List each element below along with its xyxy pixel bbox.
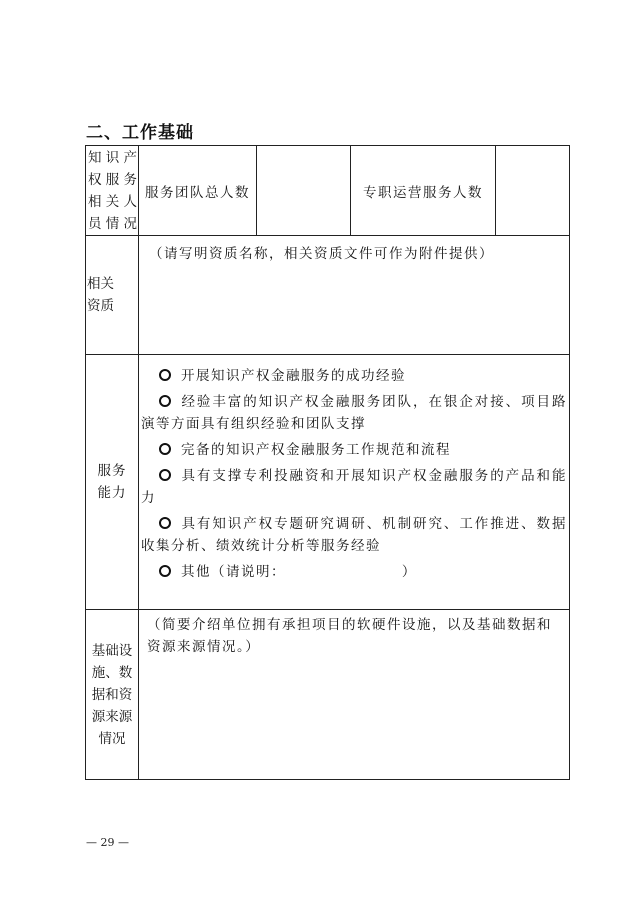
capability-option[interactable] <box>141 513 567 557</box>
qualification-row-label <box>86 236 139 355</box>
page-number: — 29 — <box>86 836 129 849</box>
infrastructure-input-cell[interactable] <box>139 610 570 780</box>
infrastructure-row <box>86 610 570 780</box>
capability-option-text: 具有支撑专利投融资和开展知识产权金融服务的产品和能力 <box>141 468 567 506</box>
capability-row-label <box>86 355 139 610</box>
label-line: 能力 <box>97 485 127 501</box>
capability-option[interactable] <box>141 561 567 583</box>
label-line: 相关人 <box>88 194 137 210</box>
staff-row-label <box>86 146 139 236</box>
bullet-circle-icon <box>159 517 171 529</box>
dedicated-staff-value-cell[interactable] <box>496 146 570 236</box>
capability-option-text: 经验丰富的知识产权金融服务团队，在银企对接、项目路演等方面具有组织经验和团队支撑 <box>141 394 567 432</box>
qualification-note: （请写明资质名称，相关资质文件可作为附件提供） <box>149 246 494 262</box>
label-line: 源来源 <box>91 708 133 725</box>
staff-row <box>86 146 570 236</box>
bullet-circle-icon <box>159 565 171 577</box>
bullet-circle-icon <box>159 469 171 481</box>
dedicated-staff-label: 专职运营服务人数 <box>351 146 496 236</box>
team-total-label: 服务团队总人数 <box>139 146 257 236</box>
label-line: 资质 <box>87 298 114 314</box>
capability-options-cell <box>139 355 570 610</box>
bullet-circle-icon <box>159 369 171 381</box>
section-title: 二、工作基础 <box>86 123 194 143</box>
capability-option-text: 具有知识产权专题研究调研、机制研究、工作推进、数据收集分析、绩效统计分析等服务经验 <box>141 516 567 554</box>
infrastructure-note: （简要介绍单位拥有承担项目的软硬件设施，以及基础数据和资源来源情况。） <box>147 617 552 655</box>
label-line: 施、数 <box>91 664 133 681</box>
capability-option-text: 开展知识产权金融服务的成功经验 <box>181 368 406 384</box>
capability-options-list <box>139 355 569 583</box>
label-line: 员情况 <box>88 216 137 232</box>
bullet-circle-icon <box>159 395 171 407</box>
label-line: 情况 <box>98 730 126 747</box>
label-line: 据和资 <box>91 686 133 703</box>
work-foundation-table <box>85 145 570 780</box>
capability-option[interactable] <box>141 391 567 435</box>
capability-option[interactable] <box>141 365 567 387</box>
capability-option-text: 完备的知识产权金融服务工作规范和流程 <box>181 442 451 458</box>
label-line: 相关 <box>87 276 114 292</box>
capability-option[interactable] <box>141 465 567 509</box>
label-line: 知识产 <box>88 150 137 166</box>
infrastructure-row-label <box>86 610 139 780</box>
bullet-circle-icon <box>159 443 171 455</box>
label-line: 基础设 <box>91 642 133 659</box>
qualification-input-cell[interactable] <box>139 236 570 355</box>
capability-row <box>86 355 570 610</box>
capability-option[interactable] <box>141 439 567 461</box>
qualification-row <box>86 236 570 355</box>
capability-option-text: 其他（请说明： ） <box>181 564 417 580</box>
label-line: 服务 <box>97 463 127 479</box>
label-line: 权服务 <box>88 172 137 188</box>
team-total-value-cell[interactable] <box>257 146 351 236</box>
